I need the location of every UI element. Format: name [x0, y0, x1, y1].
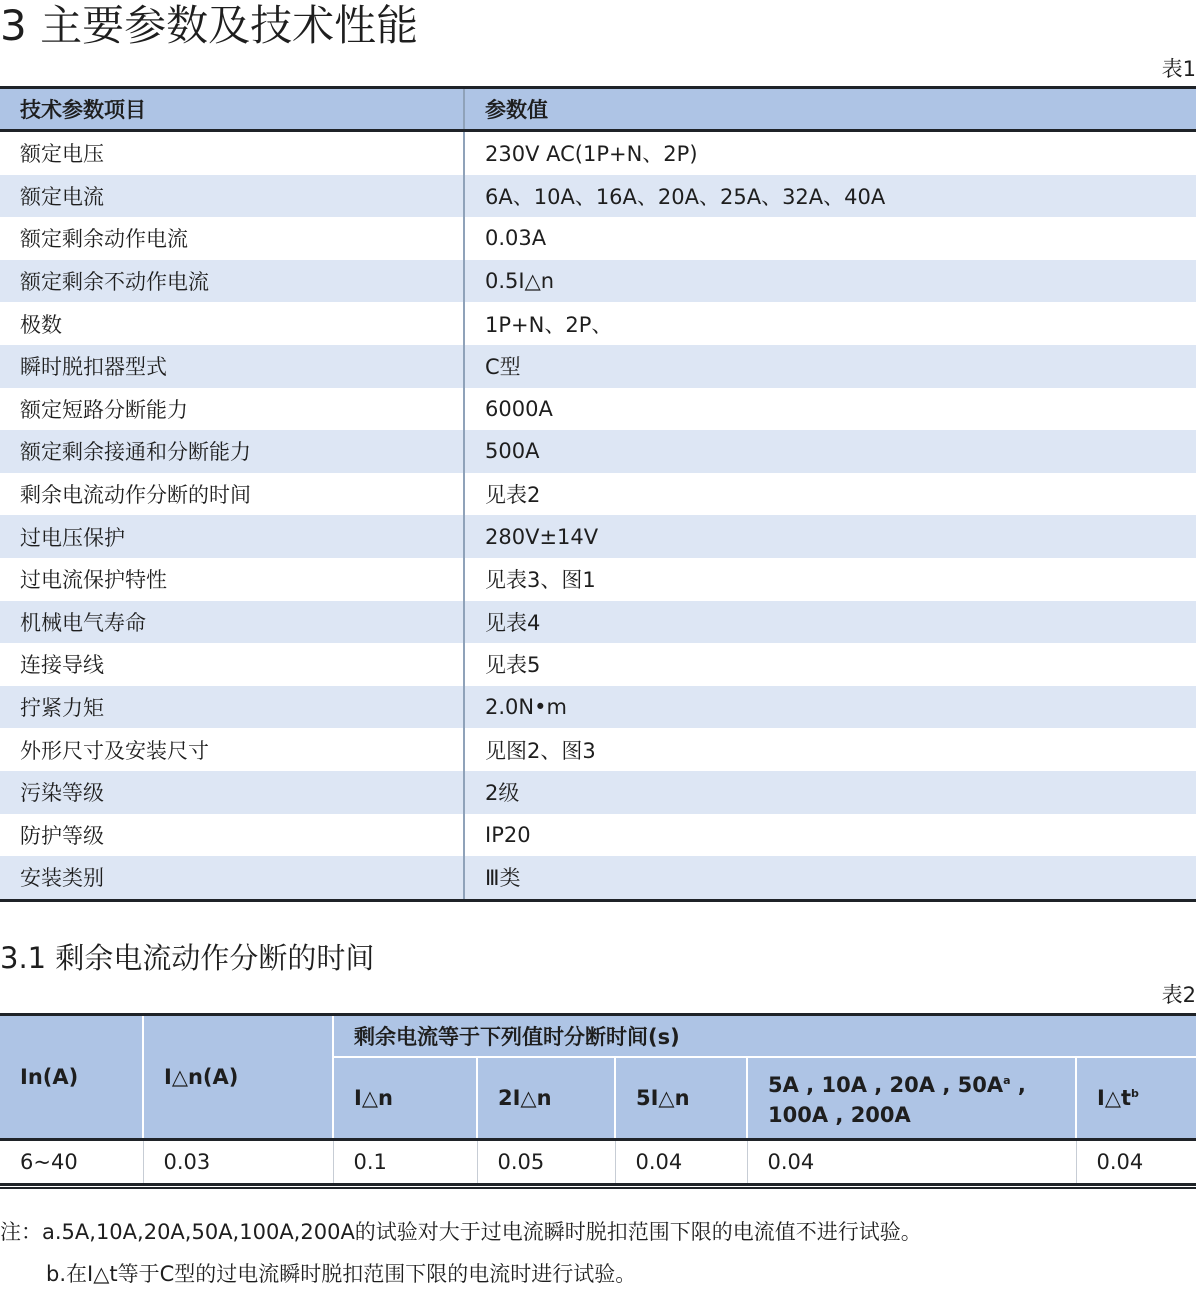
footnote-b: b.在I△t等于C型的过电流瞬时脱扣范围下限的电流时进行试验。: [46, 1262, 637, 1286]
table-row: [0, 473, 1196, 516]
param-value: C型: [464, 345, 1196, 388]
table-header-row: [0, 88, 1196, 131]
cell-1x: 0.1: [333, 1140, 477, 1185]
param-name: 剩余电流动作分断的时间: [0, 473, 464, 516]
divider: [0, 899, 1196, 901]
footnote-a-marker: a: [1003, 1074, 1011, 1087]
param-value: 见图2、图3: [485, 738, 596, 763]
trip-time-table: [0, 1013, 1196, 1186]
header-idn: I△n(A): [143, 1015, 333, 1140]
param-value: Ⅲ类: [464, 856, 1196, 900]
param-name: 额定剩余不动作电流: [0, 260, 464, 303]
table2-label: 表2: [1161, 983, 1196, 1007]
header-1x-idn: I△n: [333, 1057, 477, 1140]
param-name: 过电流保护特性: [0, 558, 464, 601]
param-value: 见表4: [464, 601, 1196, 644]
param-value: IP20: [485, 822, 531, 847]
param-value: 230V AC(1P+N、2P): [485, 142, 698, 167]
table-row: [0, 302, 1196, 345]
param-value: 见表2: [485, 483, 541, 508]
cell-fixed-currents: 0.04: [747, 1140, 1076, 1185]
table-row: [0, 814, 1196, 857]
cell-5x: 0.04: [615, 1140, 747, 1185]
table-row: [0, 1140, 1196, 1185]
param-name: 连接导线: [0, 643, 464, 686]
header-group-trip-time: 剩余电流等于下列值时分断时间(s): [333, 1015, 1196, 1058]
table-row: [0, 515, 1196, 558]
table-row: [0, 260, 1196, 303]
table-row: [0, 856, 1196, 900]
param-value: 0.03A: [485, 226, 547, 251]
param-name: 额定短路分断能力: [0, 388, 464, 431]
param-name: 瞬时脱扣器型式: [0, 345, 464, 388]
table-row: [0, 217, 1196, 260]
header-fixed-currents: [747, 1057, 1076, 1140]
param-value: 6000A: [485, 396, 553, 421]
header-value: 参数值: [464, 88, 1196, 131]
header-2x-idn: 2I△n: [477, 1057, 615, 1140]
table-row: [0, 686, 1196, 729]
cell-2x: 0.05: [477, 1140, 615, 1185]
table-row: [0, 388, 1196, 431]
footnote-a: 注：a.5A,10A,20A,50A,100A,200A的试验对大于过电流瞬时脱扣范围下限的电流值不进行试验。: [0, 1220, 922, 1244]
param-value: 6A、10A、16A、20A、25A、32A、40A: [464, 175, 1196, 218]
param-name: 污染等级: [0, 771, 464, 814]
table-row: [0, 558, 1196, 601]
header-in: In(A): [0, 1015, 143, 1140]
param-name: 机械电气寿命: [0, 601, 464, 644]
table-row: [0, 131, 1196, 175]
header-fixed-currents-line2: 100A , 200A: [768, 1103, 911, 1127]
param-name: 防护等级: [0, 814, 464, 857]
section-title: 3 主要参数及技术性能: [0, 1, 419, 50]
table-row: [0, 601, 1196, 644]
param-name: 安装类别: [0, 856, 464, 900]
table-row: [0, 345, 1196, 388]
header-fixed-currents-line1: 5A , 10A , 20A , 50A: [768, 1073, 1004, 1097]
table1-label: 表1: [1161, 57, 1196, 81]
param-value: 500A: [464, 430, 1196, 473]
table-row: [0, 728, 1196, 771]
param-value: 1P+N、2P、: [485, 312, 613, 337]
param-name: 外形尺寸及安装尺寸: [0, 728, 464, 771]
divider: [0, 1187, 1196, 1189]
header-parameter: 技术参数项目: [0, 88, 464, 131]
param-name: 额定剩余接通和分断能力: [0, 430, 464, 473]
param-value: 2级: [464, 771, 1196, 814]
cell-idn: 0.03: [143, 1140, 333, 1185]
table-row: [0, 643, 1196, 686]
header-idt: [1076, 1057, 1196, 1140]
parameters-table: [0, 86, 1196, 902]
param-value: 2.0N•m: [464, 686, 1196, 729]
cell-in: 6~40: [0, 1140, 143, 1185]
param-name: 额定剩余动作电流: [0, 217, 464, 260]
param-value: 0.5I△n: [464, 260, 1196, 303]
table-row: [0, 430, 1196, 473]
param-name: 额定电流: [0, 175, 464, 218]
param-name: 拧紧力矩: [0, 686, 464, 729]
param-name: 极数: [0, 302, 464, 345]
subsection-title: 3.1 剩余电流动作分断的时间: [0, 941, 375, 975]
param-name: 额定电压: [0, 131, 464, 175]
cell-idt: 0.04: [1096, 1150, 1144, 1174]
header-5x-idn: 5I△n: [615, 1057, 747, 1140]
footnote-b-marker: b: [1131, 1087, 1139, 1100]
table-header-row: [0, 1015, 1196, 1058]
param-value: 280V±14V: [464, 515, 1196, 558]
header-fixed-currents-comma: ,: [1010, 1073, 1026, 1097]
param-value: 见表5: [485, 653, 541, 678]
table-row: [0, 175, 1196, 218]
table-row: [0, 771, 1196, 814]
param-value: 见表3、图1: [485, 568, 596, 593]
header-idt-label: I△t: [1097, 1086, 1132, 1110]
param-name: 过电压保护: [0, 515, 464, 558]
